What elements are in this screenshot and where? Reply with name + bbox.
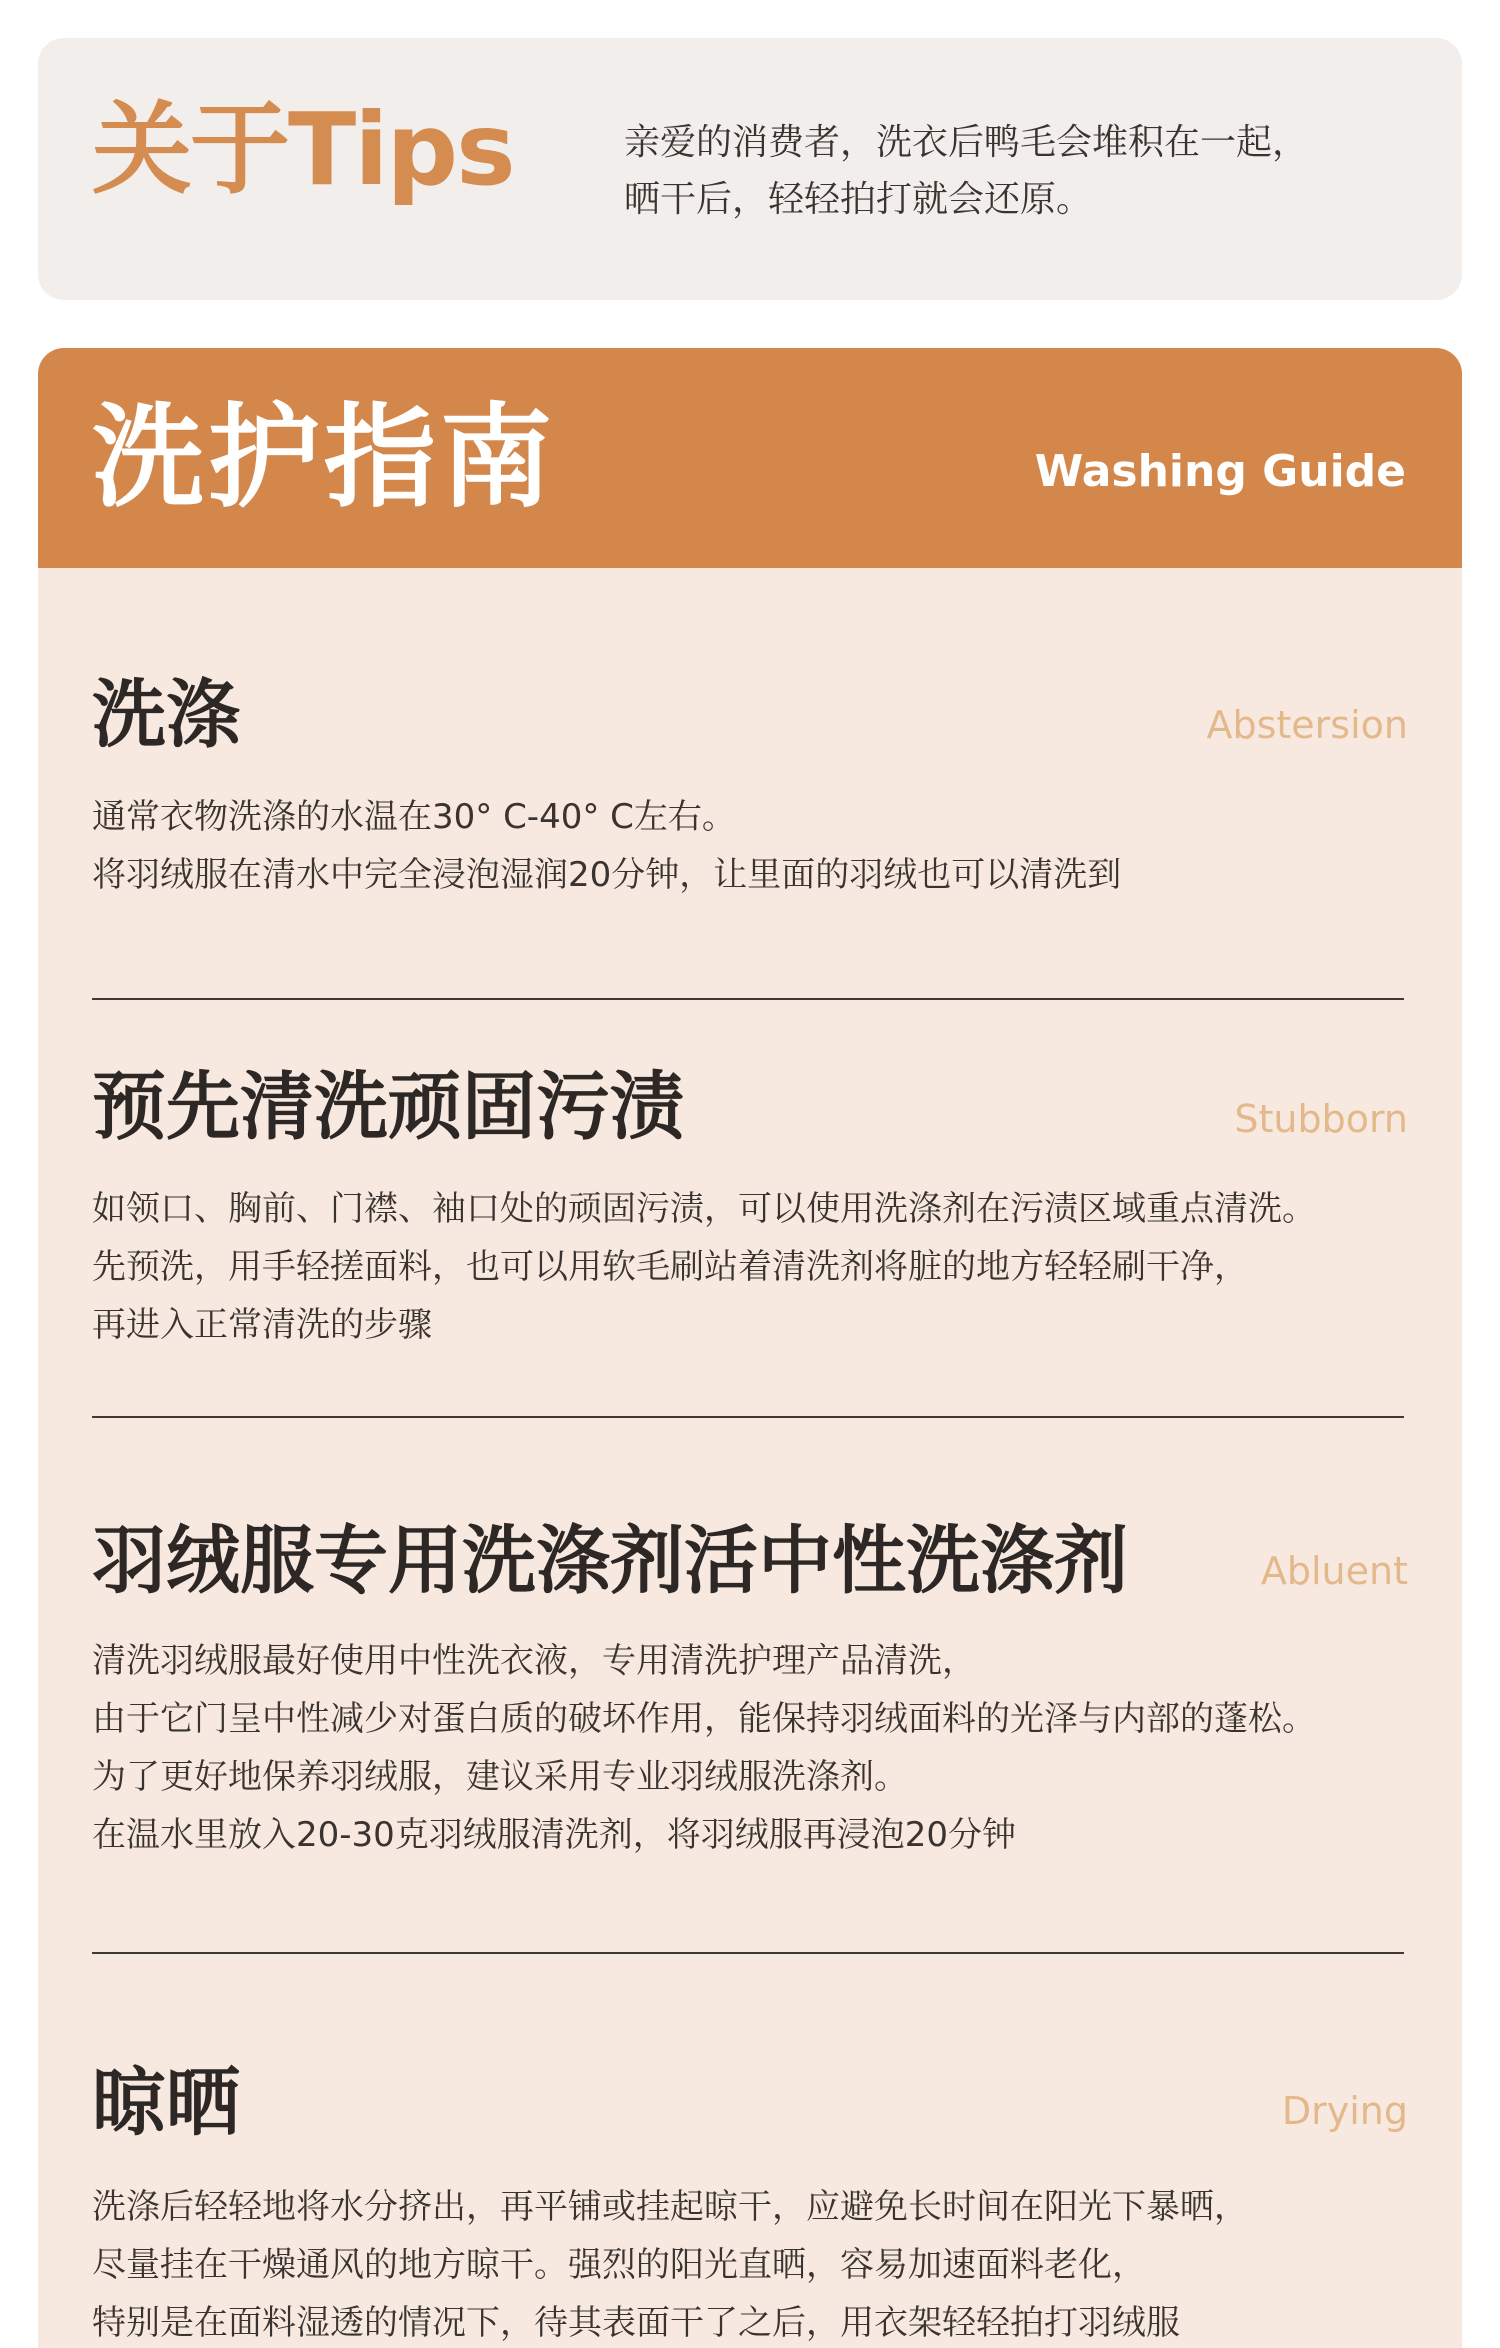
tips-text [624, 114, 1424, 228]
section-en-detergent: Abluent [1260, 1549, 1408, 1593]
body-line: 由于它门呈中性减少对蛋白质的破坏作用，能保持羽绒面料的光泽与内部的蓬松。 [92, 1699, 1316, 1739]
section-title-detergent: 羽绒服专用洗涤剂活中性洗涤剂 [92, 1518, 1128, 1604]
section-en-stubborn: Stubborn [1234, 1097, 1408, 1141]
body-line: 先预洗，用手轻搓面料，也可以用软毛刷站着清洗剂将脏的地方轻轻刷干净， [92, 1247, 1248, 1287]
section-body-stubborn [92, 1180, 1412, 1354]
tips-card [38, 38, 1462, 300]
washing-guide-card [38, 348, 1462, 2348]
body-line: 在温水里放入20-30克羽绒服清洗剂，将羽绒服再浸泡20分钟 [92, 1815, 1017, 1855]
section-en-washing: Abstersion [1206, 703, 1408, 747]
guide-subtitle: Washing Guide [1034, 446, 1406, 497]
body-line: 特别是在面料湿透的情况下，待其表面干了之后，用衣架轻轻拍打羽绒服 [92, 2303, 1180, 2343]
body-line: 通常衣物洗涤的水温在30° C-40° C左右。 [92, 797, 736, 837]
body-line: 为了更好地保养羽绒服，建议采用专业羽绒服洗涤剂。 [92, 1757, 908, 1797]
divider [92, 1952, 1404, 1954]
body-line: 清洗羽绒服最好使用中性洗衣液，专用清洗护理产品清洗， [92, 1641, 976, 1681]
section-body-detergent [92, 1632, 1412, 1864]
guide-header [38, 348, 1462, 568]
section-body-drying [92, 2178, 1412, 2348]
tips-line: 亲爱的消费者，洗衣后鸭毛会堆积在一起， [624, 122, 1309, 163]
section-body-washing [92, 788, 1412, 904]
body-line: 如领口、胸前、门襟、袖口处的顽固污渍，可以使用洗涤剂在污渍区域重点清洗。 [92, 1189, 1316, 1229]
tips-line: 晒干后，轻轻拍打就会还原。 [624, 179, 1093, 220]
divider [92, 998, 1404, 1000]
section-title-washing: 洗涤 [92, 672, 240, 758]
body-line: 再进入正常清洗的步骤 [92, 1305, 432, 1345]
tips-title: 关于Tips [92, 91, 514, 208]
section-en-drying: Drying [1281, 2089, 1408, 2133]
section-title-stubborn: 预先清洗顽固污渍 [92, 1064, 684, 1150]
guide-title: 洗护指南 [92, 393, 556, 523]
section-title-drying: 晾晒 [92, 2060, 240, 2146]
divider [92, 1416, 1404, 1418]
body-line: 洗涤后轻轻地将水分挤出，再平铺或挂起晾干，应避免长时间在阳光下暴晒， [92, 2187, 1248, 2227]
body-line: 将羽绒服在清水中完全浸泡湿润20分钟，让里面的羽绒也可以清洗到 [92, 855, 1122, 895]
body-line: 尽量挂在干燥通风的地方晾干。强烈的阳光直晒，容易加速面料老化， [92, 2245, 1146, 2285]
